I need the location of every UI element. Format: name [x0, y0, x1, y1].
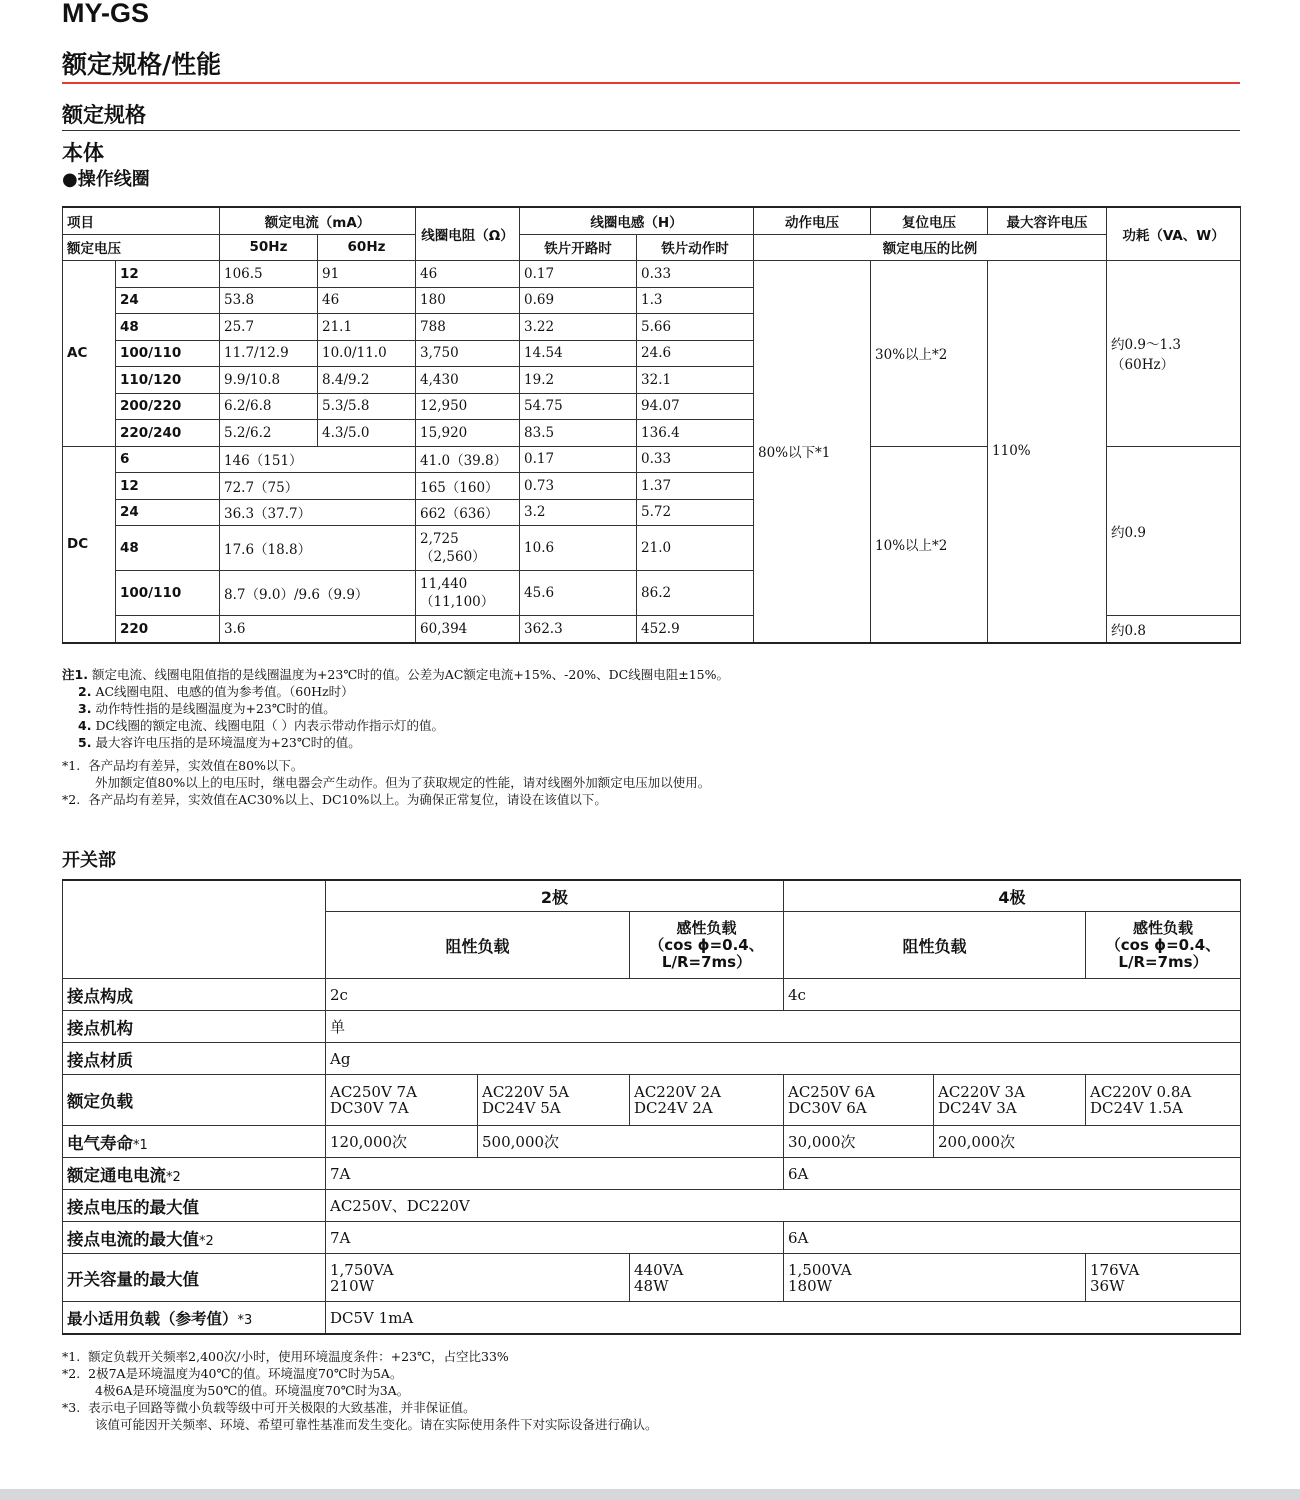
- table-row: [63, 1190, 1241, 1222]
- power-ac-value: 约0.9～1.3: [1111, 337, 1181, 354]
- cell-value: [784, 1075, 934, 1126]
- footnote-label: *2.: [62, 1366, 81, 1381]
- dc-inductance-released: 0.73: [520, 473, 637, 500]
- dc-inductance-released: 3.2: [520, 499, 637, 526]
- dc-inductance-released: 45.6: [520, 571, 637, 616]
- ac-current-60hz: 8.4/9.2: [318, 367, 416, 394]
- ac-resistance: 180: [416, 287, 520, 314]
- dc-inductance-released: 0.17: [520, 446, 637, 473]
- header-4p-resistive: 阻性负载: [784, 912, 1086, 979]
- note-text: DC线圈的额定电流、线圈电阻（ ）内表示带动作指示灯的值。: [95, 718, 444, 733]
- ac-current-50hz: 11.7/12.9: [220, 340, 318, 367]
- footnote-ref: *1: [133, 1137, 148, 1153]
- ac-current-60hz: 5.3/5.8: [318, 393, 416, 420]
- table-row: [63, 1126, 1241, 1158]
- ac-current-50hz: 5.2/6.2: [220, 420, 318, 447]
- header-2p-inductive: [630, 912, 784, 979]
- switch-header-row-1: [63, 880, 1241, 912]
- footnote-text: 4极6A是环境温度为50℃的值。环境温度70℃时为3A。: [95, 1383, 410, 1398]
- ac-inductance-operated: 24.6: [637, 340, 754, 367]
- ac-voltage: 48: [116, 314, 220, 341]
- footnote-text: 该值可能因开关频率、环境、希望可靠性基准而发生变化。请在实际使用条件下对实际设备进行确认。: [95, 1417, 658, 1432]
- ac-voltage: 110/120: [116, 367, 220, 394]
- dc-inductance-operated: 0.33: [637, 446, 754, 473]
- dc-voltage: 24: [116, 499, 220, 526]
- footnote-2: [62, 791, 729, 808]
- dc-current: 8.7（9.0）/9.6（9.9）: [220, 571, 416, 616]
- ac-current-60hz: 4.3/5.0: [318, 420, 416, 447]
- footnote-label: *2.: [62, 792, 81, 807]
- row-label: 接点构成: [63, 979, 326, 1011]
- cell-line: DC24V 3A: [938, 1099, 1017, 1117]
- cell-value: [1086, 1075, 1241, 1126]
- dc-voltage: 6: [116, 446, 220, 473]
- switch-title: 开关部: [62, 850, 116, 871]
- cell-line: DC30V 7A: [330, 1099, 409, 1117]
- power-dc-220: 约0.8: [1107, 616, 1241, 643]
- dc-resistance-value: 2,725: [420, 531, 459, 547]
- cell-line: DC24V 5A: [482, 1099, 561, 1117]
- cell-line: 180W: [788, 1276, 833, 1295]
- row-label: [63, 1158, 326, 1190]
- ac-current-50hz: 6.2/6.8: [220, 393, 318, 420]
- model-name: MY-GS: [62, 0, 150, 28]
- ac-voltage: 220/240: [116, 420, 220, 447]
- row-label: 接点机构: [63, 1011, 326, 1043]
- footnote-1: [62, 757, 729, 774]
- ac-inductance-operated: 1.3: [637, 287, 754, 314]
- note-label: 注1.: [62, 667, 88, 682]
- footnote-label: *3.: [62, 1400, 81, 1415]
- document-page: [62, 0, 1240, 1432]
- switch-notes: [62, 1348, 658, 1433]
- footnote-ref: *3: [237, 1312, 253, 1328]
- dc-voltage: 100/110: [116, 571, 220, 616]
- footnote-text: 各产品均有差异，实效值在AC30%以上、DC10%以上。为确保正常复位，请设在该值以下。: [88, 792, 607, 807]
- dc-resistance-indicator: （2,560）: [420, 549, 486, 565]
- cell-line: 210W: [330, 1276, 375, 1295]
- header-4p-inductive: [1086, 912, 1241, 979]
- subsection-title: 额定规格: [62, 100, 1240, 131]
- header-power: 功耗（VA、W）: [1107, 207, 1241, 261]
- row-label-text: 额定通电电流: [67, 1165, 166, 1185]
- ac-inductance-operated: 136.4: [637, 420, 754, 447]
- footnote-text: 外加额定值80%以上的电压时，继电器会产生动作。但为了获取规定的性能，请对线圈外加额定电压加以使用。: [95, 775, 711, 790]
- header-reset-voltage: 复位电压: [871, 207, 988, 234]
- ac-voltage: 100/110: [116, 340, 220, 367]
- cell-value: [784, 1254, 1086, 1302]
- cell-line: AC220V 0.8A: [1090, 1083, 1192, 1101]
- cell-line: 48W: [634, 1276, 669, 1295]
- cell-value: [1086, 1254, 1241, 1302]
- table-row: [63, 261, 1241, 288]
- footnote-ref: *2: [199, 1233, 214, 1249]
- note-5: [62, 734, 729, 751]
- cell-line: DC24V 1.5A: [1090, 1099, 1183, 1117]
- ac-resistance: 46: [416, 261, 520, 288]
- power-ac: [1107, 261, 1241, 447]
- note-1: [62, 666, 729, 683]
- ac-inductance-released: 54.75: [520, 393, 637, 420]
- dc-resistance: 60,394: [416, 616, 520, 643]
- ac-label: AC: [63, 261, 116, 447]
- dc-inductance-operated: 1.37: [637, 473, 754, 500]
- row-label-text: 电气寿命: [67, 1133, 133, 1153]
- cell-value: AC250V、DC220V: [326, 1190, 1241, 1222]
- dc-label: DC: [63, 446, 116, 643]
- header-60hz: 60Hz: [318, 234, 416, 261]
- coil-title: ●操作线圈: [62, 169, 150, 190]
- ac-inductance-released: 3.22: [520, 314, 637, 341]
- ac-current-60hz: 91: [318, 261, 416, 288]
- footnote-2b: [62, 1382, 658, 1399]
- inductive-lr: L/R=7ms）: [1118, 952, 1208, 971]
- cell-line: AC220V 2A: [634, 1083, 721, 1101]
- ac-resistance: 15,920: [416, 420, 520, 447]
- reset-voltage-ac: 30%以上*2: [871, 261, 988, 447]
- cell-value: [630, 1254, 784, 1302]
- ac-current-50hz: 53.8: [220, 287, 318, 314]
- note-label: 4.: [78, 718, 92, 733]
- note-text: 动作特性指的是线圈温度为+23℃时的值。: [95, 701, 336, 716]
- cell-value: [934, 1075, 1086, 1126]
- row-label-text: 接点电流的最大值: [67, 1229, 199, 1249]
- cell-value: 单: [326, 1011, 1241, 1043]
- cell-4-pole: 4c: [784, 979, 1241, 1011]
- dc-voltage: 220: [116, 616, 220, 643]
- cell-4-pole: 6A: [784, 1158, 1241, 1190]
- ac-current-50hz: 106.5: [220, 261, 318, 288]
- ac-inductance-operated: 0.33: [637, 261, 754, 288]
- ac-inductance-released: 83.5: [520, 420, 637, 447]
- note-text: AC线圈电阻、电感的值为参考值。（60Hz时）: [95, 684, 354, 699]
- cell-value: [326, 1254, 630, 1302]
- operate-voltage-value: 80%以下*1: [754, 261, 871, 643]
- footnote-2: [62, 1365, 658, 1382]
- coil-notes: [62, 666, 729, 808]
- header-max-voltage: 最大容许电压: [988, 207, 1107, 234]
- cell-line: AC250V 6A: [788, 1083, 875, 1101]
- note-label: 2.: [78, 684, 92, 699]
- dc-current: 17.6（18.8）: [220, 526, 416, 571]
- ac-inductance-operated: 5.66: [637, 314, 754, 341]
- cell-value: [630, 1075, 784, 1126]
- ac-current-50hz: 25.7: [220, 314, 318, 341]
- table-row: [63, 1043, 1241, 1075]
- dc-voltage: 48: [116, 526, 220, 571]
- dc-current: 146（151）: [220, 446, 416, 473]
- inductive-cos: （cos ϕ=0.4、: [1105, 935, 1221, 954]
- cell-line: 440VA: [634, 1260, 684, 1279]
- cell-value: 500,000次: [478, 1126, 784, 1158]
- dc-inductance-operated: 21.0: [637, 526, 754, 571]
- ac-resistance: 3,750: [416, 340, 520, 367]
- table-row: [63, 1075, 1241, 1126]
- cell-value: 30,000次: [784, 1126, 934, 1158]
- dc-resistance-value: 11,440: [420, 576, 468, 592]
- dc-inductance-operated: 5.72: [637, 499, 754, 526]
- coil-header-row-2: [63, 234, 1241, 261]
- header-2p-resistive: 阻性负载: [326, 912, 630, 979]
- row-label-text: 最小适用负载（参考值）: [67, 1309, 238, 1328]
- note-label: 5.: [78, 735, 92, 750]
- cell-value: [478, 1075, 630, 1126]
- max-voltage-value: 110%: [988, 261, 1107, 643]
- cell-value: Ag: [326, 1043, 1241, 1075]
- header-operate-voltage: 动作电压: [754, 207, 871, 234]
- table-row: [63, 1011, 1241, 1043]
- footnote-1: [62, 1348, 658, 1365]
- row-label: 开关容量的最大值: [63, 1254, 326, 1302]
- ac-current-60hz: 46: [318, 287, 416, 314]
- dc-voltage: 12: [116, 473, 220, 500]
- dc-inductance-operated: 452.9: [637, 616, 754, 643]
- power-ac-freq: （60Hz）: [1111, 357, 1175, 374]
- header-armature-released: 铁片开路时: [520, 234, 637, 261]
- footnote-text: 2极7A是环境温度为40℃的值。环境温度70℃时为5A。: [88, 1366, 403, 1381]
- cell-line: DC24V 2A: [634, 1099, 713, 1117]
- header-2-pole: 2极: [326, 880, 784, 912]
- footnote-1b: [62, 774, 729, 791]
- ac-voltage: 12: [116, 261, 220, 288]
- ac-inductance-released: 0.17: [520, 261, 637, 288]
- header-coil-resistance: 线圈电阻（Ω）: [416, 207, 520, 261]
- table-row: [63, 1254, 1241, 1302]
- ac-current-60hz: 10.0/11.0: [318, 340, 416, 367]
- ac-voltage: 200/220: [116, 393, 220, 420]
- ac-inductance-released: 0.69: [520, 287, 637, 314]
- dc-inductance-operated: 86.2: [637, 571, 754, 616]
- footnote-text: 各产品均有差异，实效值在80%以下。: [88, 758, 304, 773]
- dc-resistance: 662（636）: [416, 499, 520, 526]
- dc-inductance-released: 362.3: [520, 616, 637, 643]
- inductive-lr: L/R=7ms）: [661, 952, 752, 971]
- cell-line: 1,500VA: [788, 1260, 852, 1279]
- row-label: [63, 1126, 326, 1158]
- cell-value: [326, 1075, 478, 1126]
- dc-current: 36.3（37.7）: [220, 499, 416, 526]
- header-4-pole: 4极: [784, 880, 1241, 912]
- cell-2-pole: 7A: [326, 1222, 784, 1254]
- table-row: [63, 979, 1241, 1011]
- header-coil-inductance: 线圈电感（H）: [520, 207, 754, 234]
- footnote-text: 额定负载开关频率2,400次/小时，使用环境温度条件：+23℃，占空比33%: [88, 1349, 509, 1364]
- coil-table: [62, 206, 1241, 644]
- footnote-label: *1.: [62, 758, 81, 773]
- header-rated-current: 额定电流（mA）: [220, 207, 416, 234]
- header-item: 项目: [63, 207, 220, 234]
- ac-resistance: 12,950: [416, 393, 520, 420]
- row-label: 接点材质: [63, 1043, 326, 1075]
- cell-2-pole: 2c: [326, 979, 784, 1011]
- row-label: 额定负载: [63, 1075, 326, 1126]
- footnote-text: 表示电子回路等微小负载等级中可开关极限的大致基准，并非保证值。: [88, 1400, 476, 1415]
- cell-value: 120,000次: [326, 1126, 478, 1158]
- cell-4-pole: 6A: [784, 1222, 1241, 1254]
- footnote-3b: [62, 1416, 658, 1433]
- cell-2-pole: 7A: [326, 1158, 784, 1190]
- note-2: [62, 683, 729, 700]
- footnote-3: [62, 1399, 658, 1416]
- ac-inductance-released: 14.54: [520, 340, 637, 367]
- cell-line: 176VA: [1090, 1260, 1140, 1279]
- dc-resistance: [416, 571, 520, 616]
- header-armature-operated: 铁片动作时: [637, 234, 754, 261]
- ac-resistance: 788: [416, 314, 520, 341]
- note-text: 最大容许电压指的是环境温度为+23℃时的值。: [95, 735, 361, 750]
- dc-current: 3.6: [220, 616, 416, 643]
- ac-resistance: 4,430: [416, 367, 520, 394]
- cell-line: 1,750VA: [330, 1260, 394, 1279]
- header-ratio: 额定电压的比例: [754, 234, 1107, 261]
- cell-value: 200,000次: [934, 1126, 1241, 1158]
- footnote-label: *1.: [62, 1349, 81, 1364]
- dc-inductance-released: 10.6: [520, 526, 637, 571]
- ac-inductance-operated: 94.07: [637, 393, 754, 420]
- cell-line: AC220V 5A: [482, 1083, 569, 1101]
- cell-line: AC220V 3A: [938, 1083, 1025, 1101]
- table-row: [63, 1222, 1241, 1254]
- cell-line: AC250V 7A: [330, 1083, 417, 1101]
- row-label: [63, 1222, 326, 1254]
- dc-resistance: [416, 526, 520, 571]
- note-4: [62, 717, 729, 734]
- dc-current: 72.7（75）: [220, 473, 416, 500]
- coil-header-row-1: [63, 207, 1241, 234]
- dc-resistance: 41.0（39.8）: [416, 446, 520, 473]
- ac-voltage: 24: [116, 287, 220, 314]
- body-title: 本体: [62, 141, 104, 165]
- row-label: [63, 1302, 326, 1335]
- ac-current-50hz: 9.9/10.8: [220, 367, 318, 394]
- footnote-ref: *2: [166, 1169, 181, 1185]
- section-title: 额定规格/性能: [62, 48, 1240, 84]
- note-text: 额定电流、线圈电阻值指的是线圈温度为+23℃时的值。公差为AC额定电流+15%、-20%、DC线圈电阻±15%。: [91, 667, 729, 682]
- ac-current-60hz: 21.1: [318, 314, 416, 341]
- switch-header-corner: [63, 880, 326, 979]
- cell-line: DC30V 6A: [788, 1099, 867, 1117]
- inductive-label: 感性负载: [676, 918, 737, 937]
- dc-resistance: 165（160）: [416, 473, 520, 500]
- power-dc: 约0.9: [1107, 446, 1241, 616]
- header-50hz: 50Hz: [220, 234, 318, 261]
- header-rated-voltage: 额定电压: [63, 234, 220, 261]
- inductive-label: 感性负载: [1132, 918, 1193, 937]
- cell-line: 36W: [1090, 1276, 1125, 1295]
- ac-inductance-operated: 32.1: [637, 367, 754, 394]
- ac-inductance-released: 19.2: [520, 367, 637, 394]
- reset-voltage-dc: 10%以上*2: [871, 446, 988, 643]
- page-footer-bar: [0, 1489, 1300, 1500]
- switch-table: [62, 879, 1241, 1335]
- table-row: [63, 1158, 1241, 1190]
- row-label: 接点电压的最大值: [63, 1190, 326, 1222]
- inductive-cos: （cos ϕ=0.4、: [649, 935, 764, 954]
- table-row: [63, 1302, 1241, 1335]
- note-3: [62, 700, 729, 717]
- cell-value: DC5V 1mA: [326, 1302, 1241, 1335]
- note-label: 3.: [78, 701, 92, 716]
- dc-resistance-indicator: （11,100）: [420, 594, 495, 610]
